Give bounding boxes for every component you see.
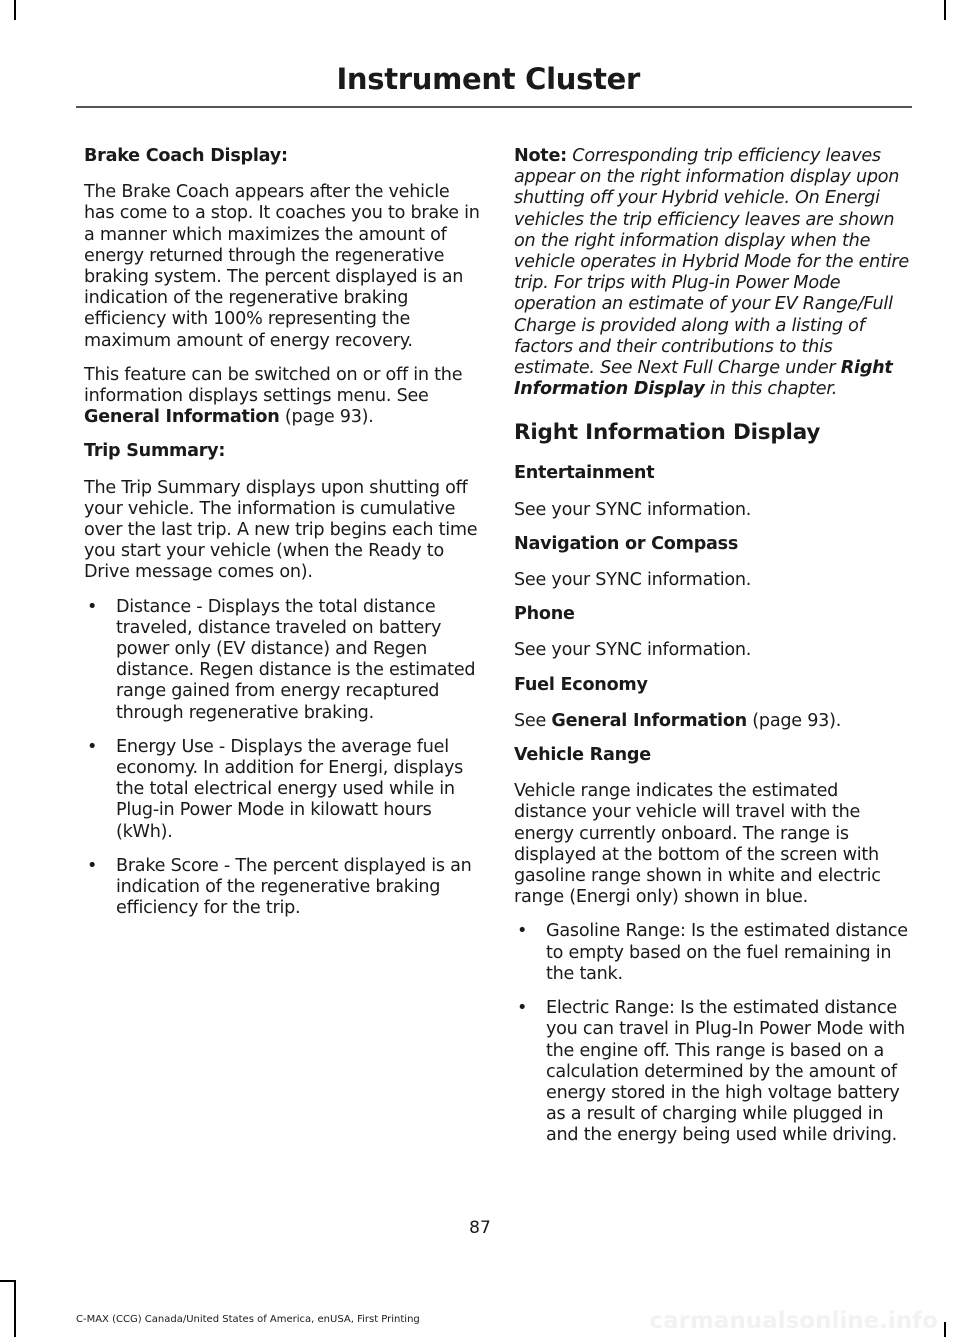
crop-mark-bottom-left-v (14, 1280, 16, 1337)
navigation-heading: Navigation or Compass (514, 533, 739, 554)
list-item-text: Brake Score - The percent displayed is an indication of the regenerative braking efficiency for the trip. (116, 855, 472, 919)
phone-text: See your SYNC information. (514, 640, 752, 661)
header-rule (76, 106, 912, 108)
brake-coach-settings-paragraph (84, 365, 482, 429)
watermark: carmanualsonline.info (649, 1308, 938, 1334)
section-title: Right Information Display (514, 420, 821, 446)
vehicle-range-paragraph: Vehicle range indicates the estimated distance your vehicle will travel with the energy currently onboard. The range is displayed at the bottom of the screen with gasoline range shown in white and electric range (Energi only) shown in blue. (514, 781, 881, 908)
list-item (514, 998, 912, 1146)
page-header-title: Instrument Cluster (336, 62, 640, 96)
fuel-economy-paragraph (514, 711, 912, 732)
footer-edition-text: C-MAX (CCG) Canada/United States of America, enUSA, First Printing (76, 1314, 420, 1325)
general-information-link[interactable]: General Information (84, 407, 280, 428)
trip-summary-heading: Trip Summary: (84, 441, 226, 462)
fuel-economy-heading: Fuel Economy (514, 674, 648, 695)
phone-heading: Phone (514, 604, 575, 625)
navigation-text: See your SYNC information. (514, 570, 752, 591)
bullet: • (87, 596, 98, 617)
left-column (84, 146, 482, 933)
entertainment-heading: Entertainment (514, 463, 655, 484)
crop-mark-bottom-left-h (0, 1280, 16, 1282)
bullet: • (87, 855, 98, 876)
note-label: Note: (514, 146, 567, 166)
bullet: • (87, 736, 98, 757)
entertainment-text: See your SYNC information. (514, 499, 752, 520)
list-item (514, 921, 912, 985)
brake-coach-page-ref: (page 93). (279, 407, 374, 428)
list-item (84, 597, 482, 724)
crop-mark-top-right-v (944, 0, 946, 20)
list-item (84, 737, 482, 843)
vehicle-range-heading: Vehicle Range (514, 745, 651, 766)
brake-coach-paragraph: The Brake Coach appears after the vehicle has come to a stop. It coaches you to brake in a manner which maximizes the amount of energy returned through the regenerative braking system. The percent displayed is an indication of the regenerative braking efficiency with 100% representing the maximum amount of energy recovery. (84, 182, 480, 351)
fuel-general-information-link[interactable]: General Information (551, 710, 747, 731)
brake-coach-settings-text: This feature can be switched on or off in the information displays settings menu. See (84, 364, 463, 407)
list-item-text: Gasoline Range: Is the estimated distance to empty based on the fuel remaining in the tank. (546, 921, 908, 984)
vehicle-range-list (514, 921, 912, 1146)
fuel-economy-text: See (514, 710, 552, 731)
brake-coach-heading: Brake Coach Display: (84, 146, 288, 166)
note-tail: in this chapter. (704, 379, 838, 400)
list-item (84, 856, 482, 920)
list-item-text: Energy Use - Displays the average fuel economy. In addition for Energi, displays the total electrical energy used while in Plug-in Power Mode in kilowatt hours (kWh). (116, 736, 464, 842)
right-information-display-link[interactable]: Right Information Display (514, 358, 893, 400)
page-number: 87 (469, 1218, 491, 1238)
list-item-text: Distance - Displays the total distance traveled, distance traveled on battery power only (EV distance) and Regen distance. Regen distance is the estimated range gained from energy recaptured through regenerative braking. (116, 596, 476, 723)
note-paragraph (514, 146, 912, 400)
bullet: • (517, 998, 528, 1019)
bullet: • (517, 921, 528, 942)
right-column (514, 146, 912, 1160)
fuel-page-ref: (page 93). (746, 710, 842, 731)
trip-summary-paragraph: The Trip Summary displays upon shutting off your vehicle. The information is cumulative over the last trip. A new trip begins each time you start your vehicle (when the Ready to Drive message comes on). (84, 477, 478, 583)
trip-summary-list (84, 597, 482, 920)
crop-mark-top-left-v (14, 0, 16, 20)
list-item-text: Electric Range: Is the estimated distance you can travel in Plug-In Power Mode with the engine off. This range is based on a calculation determined by the amount of energy stored in the high voltage battery as a result of charging while plugged in and the energy being used while driving. (546, 998, 905, 1146)
crop-mark-bottom-right-v (944, 1322, 946, 1337)
note-text: Corresponding trip efficiency leaves appear on the right information display upon shutting off your Hybrid vehicle. On Energi vehicles the trip efficiency leaves are shown on the right information display when the vehicle operates in Hybrid Mode for the entire trip. For trips with Plug-in Power Mode operation an estimate of your EV Range/Full Charge is provided along with a listing of factors and their contributions to this estimate. See Next Full Charge under (514, 146, 909, 379)
